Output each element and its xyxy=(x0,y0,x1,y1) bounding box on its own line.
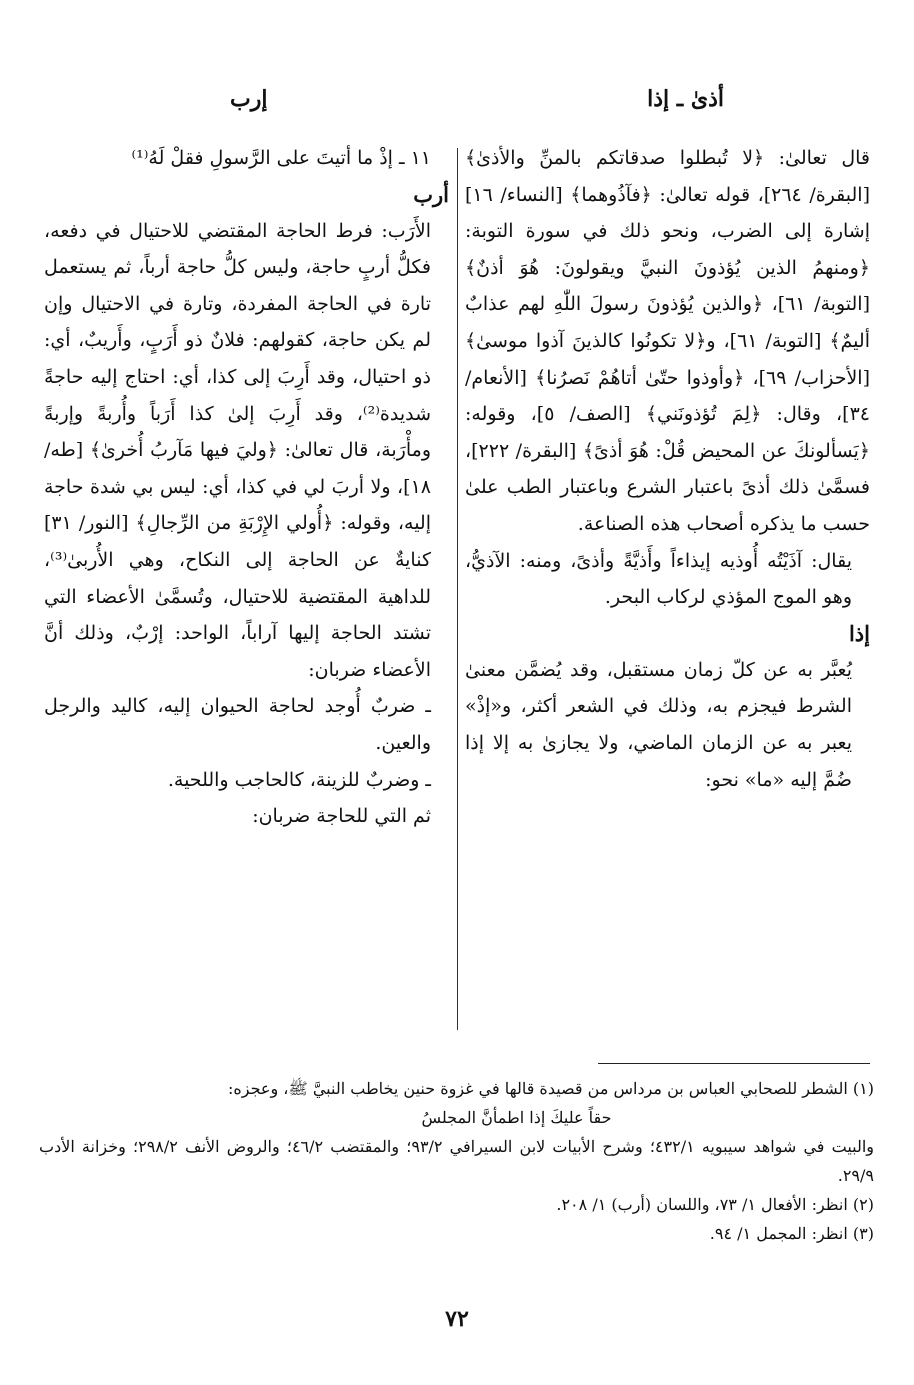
left-column xyxy=(44,140,449,835)
footnote: (٣) انظر: المجمل ١/ ٩٤. xyxy=(709,1224,874,1243)
page-number: ٧٢ xyxy=(445,1306,469,1332)
entry-heading: إذا xyxy=(848,620,870,646)
paragraph: ثم التي للحاجة ضربان: xyxy=(252,805,431,828)
paragraph: ـ ضربٌ أُوجد لحاجة الحيوان إليه، كاليد والرجل والعين. xyxy=(44,695,431,754)
paragraph: يقال: آذَيْتُه أُوذيه إيذاءاً وأَذيَّةً وأذىً، ومنه: الآذيُّ، وهو الموج المؤذي لركاب البحر. xyxy=(465,549,852,609)
footnote: (٢) انظر: الأفعال ١/ ٧٣، واللسان (أرب) ١/ ٢٠٨. xyxy=(556,1195,874,1214)
entry-heading: أرب xyxy=(413,181,449,207)
footnote-rule xyxy=(598,1063,870,1064)
paragraph: قال تعالىٰ: ﴿لا تُبطلوا صدقاتكم بالمنِّ والأذىٰ﴾ [البقرة/ ٢٦٤]، قوله تعالىٰ: ﴿فآذُوهما﴾ [النساء/ ١٦] إشارة إلى الضرب، ونحو ذلك في سورة التوبة: ﴿ومنهمُ الذين يُؤذونَ النبيَّ ويقولونَ: هُوَ أذنٌ﴾ [التوبة/ ٦١]، ﴿والذين يُؤذونَ رسولَ اللّٰهِ لهم عذابٌ أليمٌ﴾ [التوبة/ ٦١]، و﴿لا تكونُوا كالذينَ آذوا موسىٰ﴾ [الأحزاب/ ٦٩]، ﴿وأوذوا حتّىٰ أتاهُمْ نَصرُنا﴾ [الأنعام/ ٣٤]، وقال: ﴿لِمَ تُؤذونَني﴾ [الصف/ ٥]، وقوله: ﴿يَسألونكَ عن المحيض قُلْ: هُوَ أذىً﴾ [البقرة/ ٢٢٢]، فسمَّىٰ ذلك أذىً باعتبار الشرع وباعتبار الطب علىٰ حسب ما يذكره أصحاب هذه الصناعة. xyxy=(465,147,870,535)
right-column xyxy=(465,140,870,798)
footnote: والبيت في شواهد سيبويه ٤٣٢/١؛ وشرح الأبيات لابن السيرافي ٩٣/٢؛ والمقتضب ٤٦/٢؛ والروض الأنف ٢٩٨/٢؛ وخزانة الأدب ٢٩/٩. xyxy=(39,1137,875,1185)
paragraph: يُعبَّر به عن كلّ زمان مستقبل، وقد يُضمَّن معنىٰ الشرط فيجزم به، وذلك في الشعر أكثر، و«إذْ» يعبر به عن الزمان الماضي، ولا يجازىٰ به إلا إذا ضُمَّ إليه «ما» نحو: xyxy=(465,658,852,791)
footnote: (١) الشطر للصحابي العباس بن مرداس من قصيدة قالها في غزوة حنين يخاطب النبيَّ ﷺ، وعجزه: xyxy=(227,1079,874,1098)
footnote-verse: حقاً عليكَ إذا اطمأنَّ المجلسُ xyxy=(421,1108,612,1127)
running-header-left: إرب xyxy=(230,86,268,112)
paragraph: الأَرَب: فرط الحاجة المقتضي للاحتيال في دفعه، فكلُّ أربٍ حاجة، وليس كلُّ حاجة أرباً، ثم يستعمل تارة في الحاجة المفردة، وتارة في الاحتيال وإن لم يكن حاجة، كقولهم: فلانٌ ذو أَرَبٍ، وأَريبٌ، أي: ذو احتيال، وقد أَرِبَ إلى كذا، أي: احتاج إليه حاجةً شديدة⁽²⁾، وقد أَرِبَ إلىٰ كذا أَرَباً وأُربةً وإربةً ومأْرَبة، قال تعالىٰ: ﴿وليَ فيها مَآربُ أُخرىٰ﴾ [طه/ ١٨]، ولا أربَ لي في كذا، أي: ليس بي شدة حاجة إليه، وقوله: ﴿أُولي الإِرْبَةِ من الرِّجالِ﴾ [النور/ ٣١] كنايةٌ عن الحاجة إلى النكاح، وهي الأُربىٰ⁽³⁾، للداهية المقتضية للاحتيال، وتُسمَّىٰ الأعضاء التي تشتد الحاجة إليها آراباً، الواحد: إرْبٌ، وذلك أنَّ الأعضاء ضربان: xyxy=(44,219,431,681)
footnotes xyxy=(39,1074,874,1248)
column-divider xyxy=(457,148,458,1030)
verse-line: ١١ ـ إذْ ما أتيتَ على الرَّسولِ فقلْ لَهُ⁽¹⁾ xyxy=(131,147,431,169)
running-header-right: أذىٰ ـ إذا xyxy=(647,86,724,112)
paragraph: ـ وضربٌ للزينة، كالحاجب واللحية. xyxy=(167,768,431,791)
